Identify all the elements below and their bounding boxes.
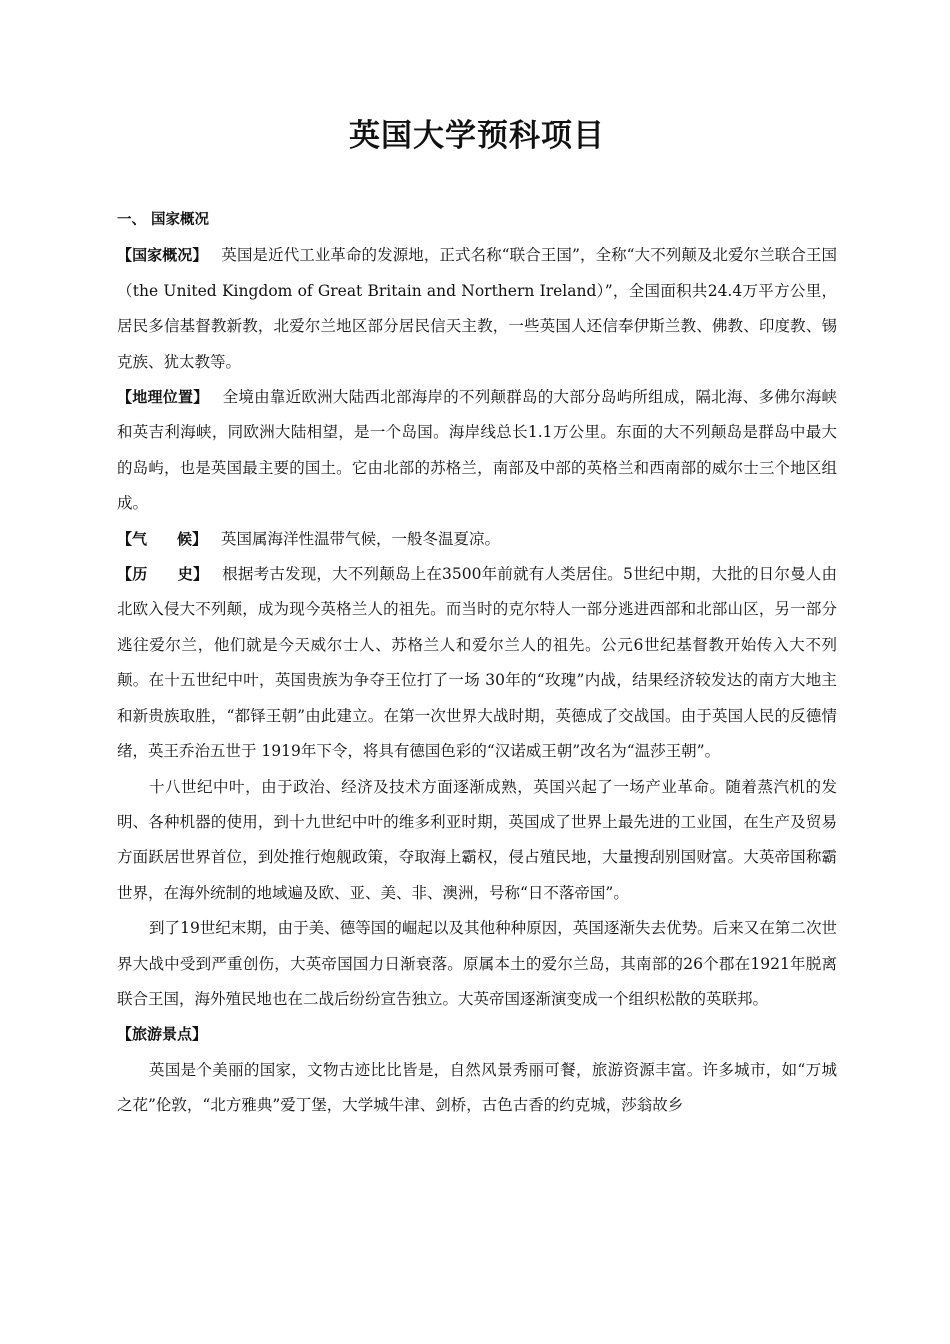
paragraph-history-industrial: 十八世纪中叶，由于政治、经济及技术方面逐渐成熟，英国兴起了一场产业革命。随着蒸汽机的发明、各种机器的使用，到十九世纪中叶的维多利亚时期，英国成了世界上最先进的工业国，在生产及贸易方面跃居世界首位，到处推行炮舰政策，夺取海上霸权，侵占殖民地，大量搜刮别国财富。大英帝国称霸世界，在海外统制的地域遍及欧、亚、美、非、澳洲，号称“日不落帝国”。 <box>117 777 837 902</box>
paragraph-climate <box>117 522 837 557</box>
overview-label: 【国家概况】 <box>117 246 208 265</box>
geography-text: 全境由靠近欧洲大陆西北部海岸的不列颠群岛的大部分岛屿所组成，隔北海、多佛尔海峡和英吉利海峡，同欧洲大陆相望，是一个岛国。海岸线总长1.1万公里。东面的大不列颠岛是群岛中最大的岛屿，也是英国最主要的国土。它由北部的苏格兰，南部及中部的英格兰和西南部的威尔士三个地区组成。 <box>117 388 837 513</box>
overview-text: 英国是近代工业革命的发源地，正式名称“联合王国”，全称“大不列颠及北爱尔兰联合王国（the United Kingdom of Great Britain and Northern Ireland）”，全国面积共24.4万平方公里，居民多信基督教新教，北爱尔兰地区部分居民信天主教，一些英国人还信奉伊斯兰教、佛教、印度教、锡克族、犹太教等。 <box>117 246 837 371</box>
paragraph-history <box>117 557 837 769</box>
history-text: 根据考古发现，大不列颠岛上在3500年前就有人类居住。5世纪中期，大批的日尔曼人由北欧入侵大不列颠，成为现今英格兰人的祖先。而当时的克尔特人一部分逃进西部和北部山区，另一部分逃往爱尔兰，他们就是今天威尔士人、苏格兰人和爱尔兰人的祖先。公元6世纪基督教开始传入大不列颠。在十五世纪中叶，英国贵族为争夺王位打了一场 30年的“玫瑰”内战，结果经济较发达的南方大地主和新贵族取胜，“都铎王朝”由此建立。在第一次世界大战时期，英德成了交战国。由于英国人民的反德情绪，英王乔治五世于 1919年下令，将具有德国色彩的“汉诺威王朝”改名为“温莎王朝”。 <box>117 565 837 761</box>
paragraph-geography <box>117 380 837 522</box>
document-title: 英国大学预科项目 <box>349 118 605 154</box>
history-label: 【历 史】 <box>117 565 209 584</box>
paragraph-overview <box>117 238 837 380</box>
geography-label: 【地理位置】 <box>117 388 209 407</box>
paragraph-history-decline: 到了19世纪末期，由于美、德等国的崛起以及其他种种原因，英国逐渐失去优势。后来又在第二次世界大战中受到严重创伤，大英帝国国力日渐衰落。原属本土的爱尔兰岛，其南部的26个郡在1921年脱离联合王国，海外殖民地也在二战后纷纷宣告独立。大英帝国逐渐演变成一个组织松散的英联邦。 <box>117 919 837 1008</box>
section-heading-text: 一、 国家概况 <box>117 212 210 228</box>
tourism-label: 【旅游景点】 <box>117 1025 208 1044</box>
paragraph-tourism-heading <box>117 1017 837 1052</box>
section-heading <box>117 202 837 238</box>
climate-label: 【气 候】 <box>117 529 208 548</box>
document-body <box>117 202 837 1124</box>
climate-text: 英国属海洋性温带气候，一般冬温夏凉。 <box>221 529 501 548</box>
paragraph-tourism: 英国是个美丽的国家，文物古迹比比皆是，自然风景秀丽可餐，旅游资源丰富。许多城市，如“万城之花”伦敦，“北方雅典”爱丁堡，大学城牛津、剑桥，古色古香的约克城，莎翁故乡 <box>117 1060 837 1115</box>
